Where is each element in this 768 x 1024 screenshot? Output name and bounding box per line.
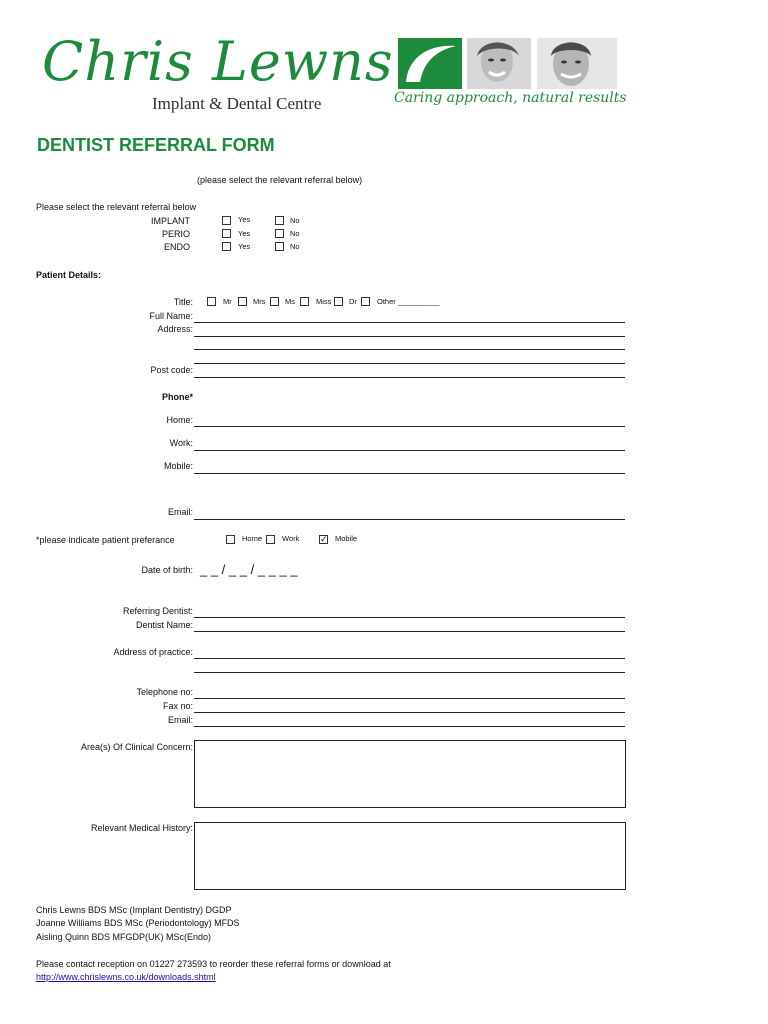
staff-photo-man <box>537 38 617 89</box>
email-field[interactable] <box>194 519 625 520</box>
medical-history-textarea[interactable] <box>194 822 626 890</box>
referral-endo-label: ENDO <box>163 242 190 252</box>
practice-address-field-line-1[interactable] <box>194 658 625 659</box>
home-phone-field[interactable] <box>194 426 625 427</box>
page-title: DENTIST REFERRAL FORM <box>37 135 275 155</box>
perio-no-label: No <box>290 229 300 238</box>
patient-details-heading: Patient Details: <box>36 270 102 280</box>
logo-wordmark: Chris Lewns <box>42 30 394 93</box>
practice-address-field-line-2[interactable] <box>194 672 625 673</box>
title-mr-checkbox[interactable] <box>207 297 216 306</box>
dob-field[interactable]: _ _ / _ _ / _ _ _ _ <box>200 562 298 577</box>
staff-photo-woman <box>467 38 531 89</box>
implant-no-label: No <box>290 216 300 225</box>
staff-line-2: Joanne Williams BDS MSc (Periodontology) MFDS <box>36 918 240 928</box>
phone-heading: Phone* <box>161 392 193 402</box>
referring-dentist-field[interactable] <box>194 617 625 618</box>
implant-yes-label: Yes <box>238 215 251 224</box>
title-mrs-label: Mrs <box>253 297 266 306</box>
preference-work-checkbox[interactable] <box>266 535 275 544</box>
address-label: Address: <box>157 324 193 334</box>
referral-implant-label: IMPLANT <box>150 216 190 226</box>
title-miss-label: Miss <box>316 297 332 306</box>
referral-perio-label: PERIO <box>161 229 190 239</box>
dentist-email-label: Email: <box>167 715 193 725</box>
title-other-label: Other __________ <box>377 297 440 306</box>
title-mrs-checkbox[interactable] <box>238 297 247 306</box>
dob-label: Date of birth: <box>141 565 193 575</box>
post-code-label: Post code: <box>150 365 193 375</box>
email-label: Email: <box>167 507 193 517</box>
medical-history-label: Relevant Medical History: <box>90 823 193 833</box>
address-field-line-3[interactable] <box>194 363 625 364</box>
perio-no-checkbox[interactable] <box>275 229 284 238</box>
staff-line-1: Chris Lewns BDS MSc (Implant Dentistry) DGDP <box>36 905 232 915</box>
dentist-name-field[interactable] <box>194 631 625 632</box>
perio-yes-checkbox[interactable] <box>222 229 231 238</box>
title-ms-checkbox[interactable] <box>270 297 279 306</box>
fax-field[interactable] <box>194 712 625 713</box>
title-miss-checkbox[interactable] <box>300 297 309 306</box>
clinical-concern-label: Area(s) Of Clinical Concern: <box>80 742 193 752</box>
work-phone-field[interactable] <box>194 450 625 451</box>
implant-no-checkbox[interactable] <box>275 216 284 225</box>
preference-mobile-checkbox[interactable] <box>319 535 328 544</box>
preference-home-label: Home <box>242 534 263 543</box>
title-dr-checkbox[interactable] <box>334 297 343 306</box>
staff-line-3: Aisling Quinn BDS MFGDP(UK) MSc(Endo) <box>36 932 212 942</box>
downloads-link[interactable]: http://www.chrislewns.co.uk/downloads.shtml <box>36 972 216 982</box>
title-mr-label: Mr <box>223 297 232 306</box>
subtitle: (please select the relevant referral below) <box>197 175 363 185</box>
endo-yes-checkbox[interactable] <box>222 242 231 251</box>
tagline: Caring approach, natural results <box>394 90 627 106</box>
preference-label: *please indicate patient preferance <box>36 535 175 545</box>
address-field-line-1[interactable] <box>194 336 625 337</box>
leaf-logo-icon <box>398 38 462 89</box>
preference-work-label: Work <box>282 534 300 543</box>
practice-address-label: Address of practice: <box>113 647 193 657</box>
clinical-concern-textarea[interactable] <box>194 740 626 808</box>
fax-label: Fax no: <box>162 701 193 711</box>
perio-yes-label: Yes <box>238 229 251 238</box>
mobile-phone-field[interactable] <box>194 473 625 474</box>
dentist-name-label: Dentist Name: <box>135 620 193 630</box>
logo-subtitle: Implant & Dental Centre <box>152 94 322 113</box>
full-name-label: Full Name: <box>149 311 193 321</box>
title-other-checkbox[interactable] <box>361 297 370 306</box>
referral-prompt: Please select the relevant referral below <box>36 202 197 212</box>
title-dr-label: Dr <box>349 297 357 306</box>
work-phone-label: Work: <box>169 438 193 448</box>
implant-yes-checkbox[interactable] <box>222 216 231 225</box>
full-name-field[interactable] <box>194 322 625 323</box>
telephone-field[interactable] <box>194 698 625 699</box>
telephone-label: Telephone no: <box>136 687 193 697</box>
home-phone-label: Home: <box>166 415 193 425</box>
address-field-line-2[interactable] <box>194 349 625 350</box>
mobile-phone-label: Mobile: <box>163 461 193 471</box>
preference-home-checkbox[interactable] <box>226 535 235 544</box>
title-label: Title: <box>173 297 193 307</box>
dentist-email-field[interactable] <box>194 726 625 727</box>
contact-text: Please contact reception on 01227 273593 to reorder these referral forms or download at <box>36 959 391 969</box>
referring-dentist-label: Referring Dentist: <box>122 606 193 616</box>
endo-no-label: No <box>290 242 300 251</box>
endo-yes-label: Yes <box>238 242 251 251</box>
preference-mobile-label: Mobile <box>335 534 358 543</box>
title-ms-label: Ms <box>285 297 295 306</box>
post-code-field[interactable] <box>194 377 625 378</box>
endo-no-checkbox[interactable] <box>275 242 284 251</box>
